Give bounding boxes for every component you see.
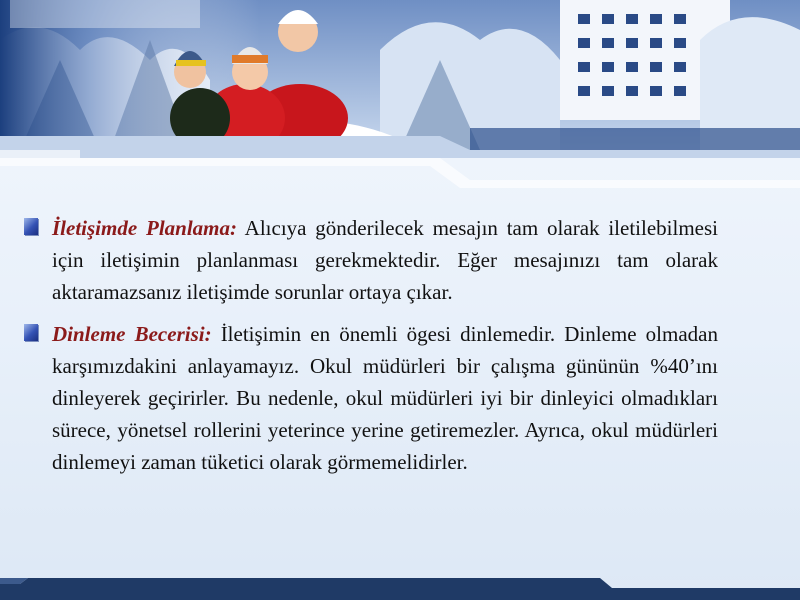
bullet-text: İletişimin en önemli ögesi dinlemedir. Dinleme olmadan karşımızdakini anlayamayız. Okul müdürleri bir çalışma gününün %40’ını dinleyerek geçirirler. Bu nedenle, okul müdürleri iyi bir dinleyici olmadıkları sürece, yönetsel rollerini yeterince yerine getiremezler. Ayrıca, okul müdürleri dinlemeyi zaman tüketici olarak görmemelidirler.	[52, 322, 718, 474]
bullet-square-icon	[24, 218, 38, 235]
bullet-item	[22, 212, 718, 308]
footer-bar	[0, 578, 800, 600]
bullet-text: Alıcıya gönderilecek mesajın tam olarak iletilebilmesi için iletişimin planlanması gerekmektedir. Eğer mesajınızı tam olarak aktaramazsanız iletişimde sorunlar ortaya çıkar.	[52, 216, 718, 304]
slanted-decor	[0, 140, 800, 200]
bullet-term: Dinleme Becerisi:	[52, 322, 212, 346]
bullet-term: İletişimde Planlama:	[52, 216, 237, 240]
bullet-square-icon	[24, 324, 38, 341]
bullet-list	[22, 212, 718, 488]
bullet-item	[22, 318, 718, 478]
